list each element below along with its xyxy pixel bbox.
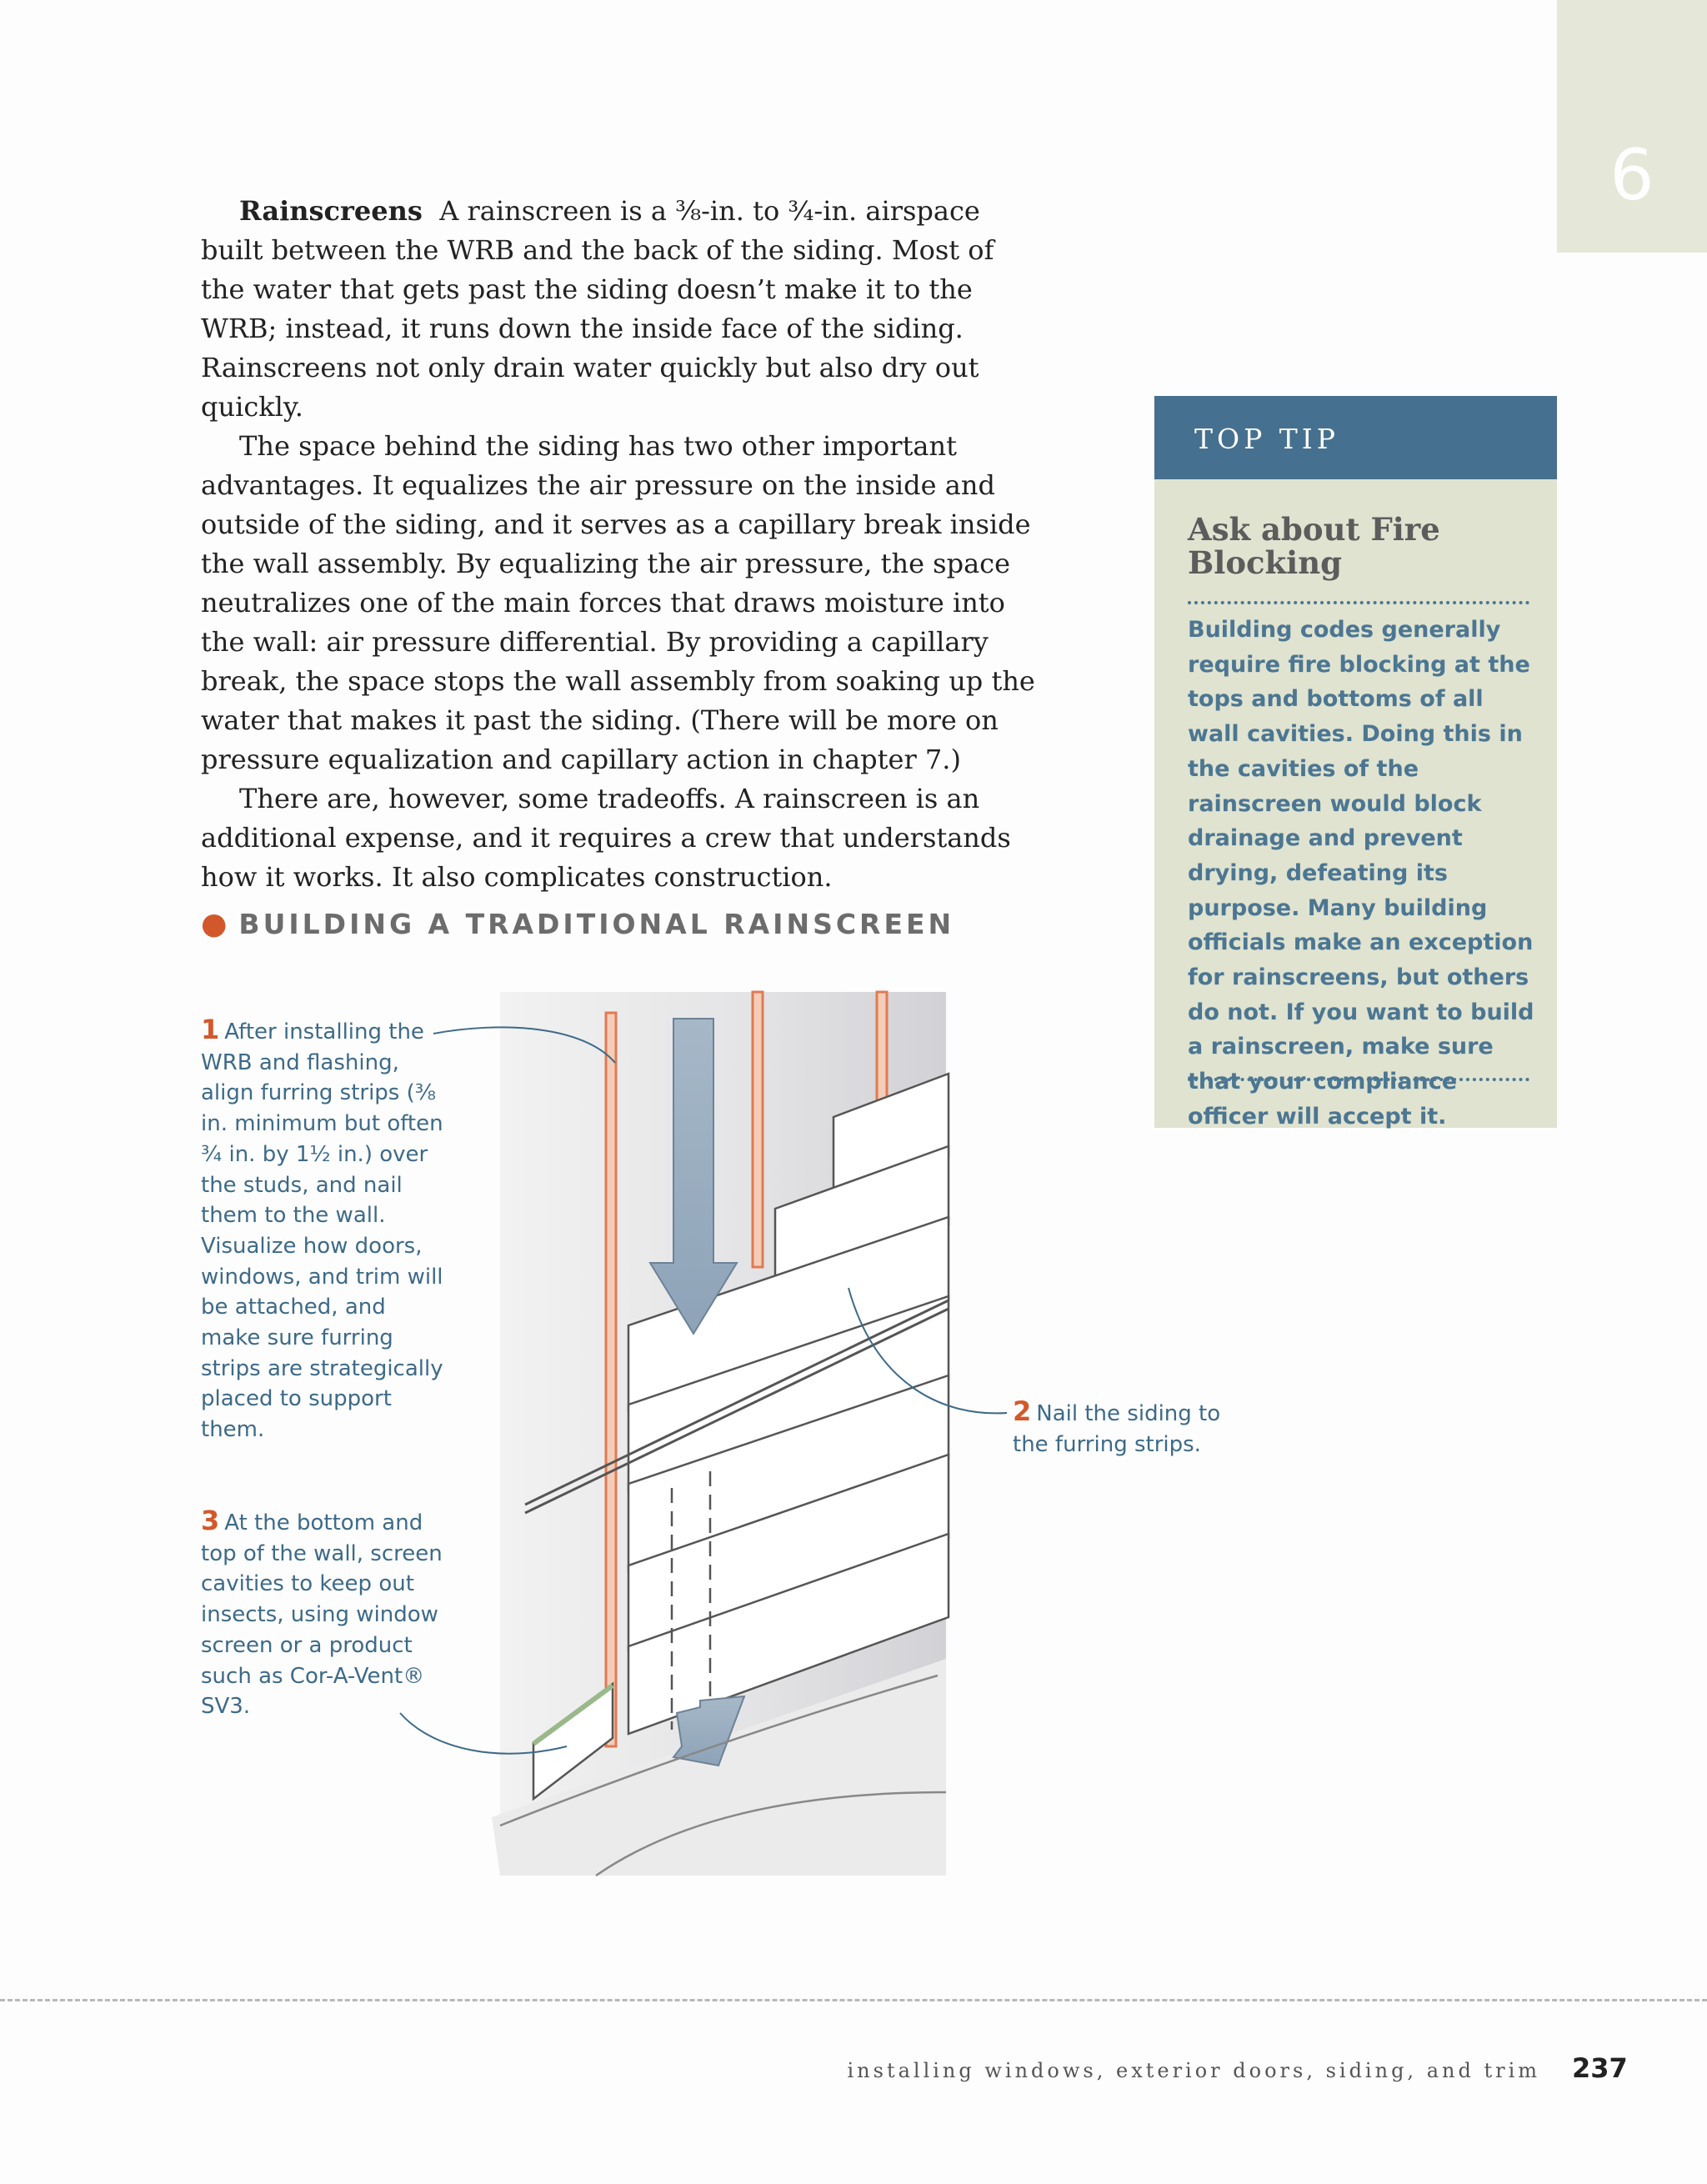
callout-3-number: 3 (201, 1505, 220, 1536)
running-head: installing windows, exterior doors, siding, and trim (847, 2059, 1540, 2082)
callout-1 (201, 1014, 451, 1445)
callout-2-text: Nail the siding to the furring strips. (1013, 1401, 1221, 1457)
footer-rule (0, 1999, 1707, 2001)
callout-1-number: 1 (201, 1014, 220, 1045)
top-tip-header: TOP TIP (1154, 396, 1557, 479)
callout-1-text: After installing the WRB and flashing, align furring strips (⅜ in. minimum but often ¾ in. by 1½ in.) over the studs, and nail them to the wall. Visualize how doors, windows, and trim will be attached, and make sure furring strips are strategically placed to support them. (201, 1019, 443, 1443)
page-number: 237 (1572, 2052, 1628, 2084)
chapter-number: 6 (1609, 134, 1654, 216)
paragraph-1-text: A rainscreen is a ⅜-in. to ¾-in. airspace built between the WRB and the back of the siding. Most of the water that gets past the siding doesn’t make it to the WRB; instead, it runs down the inside face of the siding. Rainscreens not only drain water quickly but also dry out quickly. (201, 195, 994, 423)
top-tip-title: Ask about Fire Blocking (1188, 511, 1440, 581)
callout-2 (1013, 1396, 1246, 1460)
lead-term: Rainscreens (239, 195, 423, 227)
paragraph-2: The space behind the siding has two other important advantages. It equalizes the air pressure on the inside and outside of the siding, and it serves as a capillary break inside the wall assembly. By equalizing the air pressure, the space neutralizes one of the main forces that draws moisture into the wall: air pressure differential. By providing a capillary break, the space stops the wall assembly from soaking up the water that makes it past the siding. (There will be more on pressure equalization and capillary action in chapter 7.) (201, 430, 1035, 775)
bullet-icon: ● (201, 907, 228, 941)
callout-3-text: At the bottom and top of the wall, screen cavities to keep out insects, using window screen or a product such as Cor-A-Vent® SV3. (201, 1510, 443, 1720)
top-tip-body: Building codes generally require fire blocking at the tops and bottoms of all wall cavities. Doing this in the cavities of the rainscreen would block drainage and prevent drying, defeating its purpose. Many building officials make an exception for rainscreens, but others do not. If you want to build a rainscreen, make sure that your compliance officer will accept it. (1188, 617, 1534, 1130)
callout-2-number: 2 (1013, 1395, 1032, 1427)
callout-3 (201, 1505, 443, 1722)
paragraph-3: There are, however, some tradeoffs. A rainscreen is an additional expense, and it requires a crew that understands how it works. It also complicates construction. (201, 783, 1011, 893)
figure-title-text: BUILDING A TRADITIONAL RAINSCREEN (238, 908, 955, 940)
